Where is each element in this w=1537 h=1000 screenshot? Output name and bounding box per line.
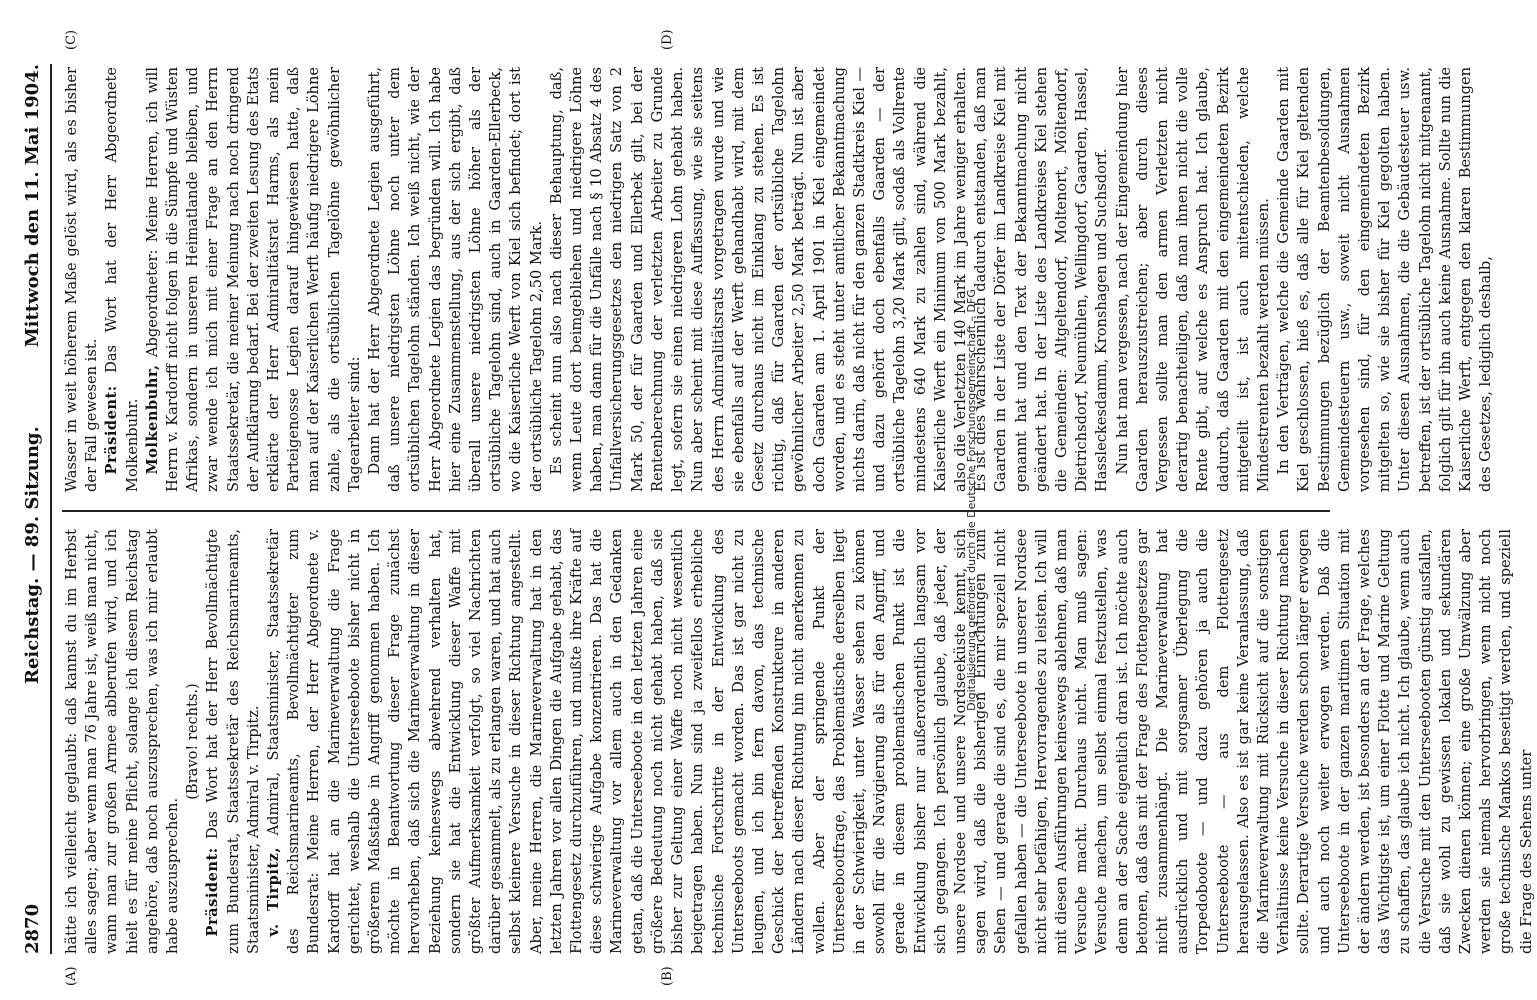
column-divider bbox=[62, 510, 1330, 512]
paragraph bbox=[264, 529, 1537, 954]
right-column bbox=[62, 66, 1495, 492]
speech-text: Das Wort hat der Herr Bevollmächtigte zum Bundesrat, Staatssekretär des Reichsmarineamts, Staatsminister, Admiral v. Tirpitz. bbox=[204, 528, 262, 954]
speaker-name: Präsident: bbox=[103, 385, 121, 475]
digitization-credit: Digitalisierung gefördert durch die Deutsche Forschungsgemeinschaft – DFG bbox=[965, 289, 978, 711]
left-column bbox=[62, 528, 1535, 954]
speaker-name: v. Tirpitz, bbox=[265, 846, 283, 937]
speaker-name: Molkenbuhr, bbox=[143, 364, 161, 475]
interjection: (Bravo! rechts.) bbox=[184, 683, 202, 800]
speaker-name: Präsident: bbox=[204, 847, 222, 937]
paragraph bbox=[203, 529, 264, 954]
margin-marker-d: (D) bbox=[660, 29, 675, 50]
paragraph: Nun hat man vergessen, nach der Eingemeindung hier Gaarden herauszustreichen; aber durch dieses Vergessen sollte man den armen Verletzten nicht derartig benachteiligen, daß man ihnen nicht die volle Rente gibt, auf welche es Anspruch hat. Ich glaube, dadurch, daß Gaarden mit den eingemeindeten Bezirk mitgeteilt ist, ist auch mitentschieden, welche Mindestrenten bezahlt werden müssen. bbox=[1113, 67, 1272, 492]
margin-marker-c: (C) bbox=[64, 29, 79, 50]
speech-text: Admiral, Staatsminister, Staatssekretär des Reichsmarineamts, Bevollmächtigter zum Bundesrat: Meine Herren, der Herr Abgeordnete v. Kardorff hat an die Marineverwaltung die Frage gerichtet, weshalb die Unterseeboote bisher nicht in größerem Maßstabe in Angriff genommen haben. Ich möchte in Beantwortung dieser Frage zunächst hervorheben, daß sich die Marineverwaltung in dieser Beziehung keineswegs abwehrend verhalten hat, sondern sie hat die Entwicklung dieser Waffe mit größter Aufmerksamkeit verfolgt, so viel Nachrichten darüber gesammelt, als zu erlangen waren, und hat auch selbst kleinere Versuche in dieser Richtung angestellt. Aber, meine Herren, die Marineverwaltung hat in den letzten Jahren vor allen Dingen die Aufgabe gehabt, das Flottengesetz durchzuführen, und mußte ihre Kräfte auf diese schwierige Aufgabe konzentrieren. Das hat die Marineverwaltung vor allem auch in den Gedanken getan, daß die Unterseeboote in den letzten Jahren eine größere Bedeutung noch nicht gehabt haben, daß sie bisher zur Geltung einer Waffe noch nicht wesentlich beigetragen haben. Nun sind ja zweifellos erhebliche technische Fortschritte in der Entwicklung des Unterseeboots gemacht worden. Das ist gar nicht zu leugnen, und ich bin fern davon, das technische Geschick der betreffenden Konstrukteure in anderen Ländern nach dieser Richtung hin nicht anerkennen zu wollen. Aber der springende Punkt der Unterseebootfrage, das Problematische derselben liegt in der Schwierigkeit, unter Wasser sehen zu können sowohl für die Navigierung als für den Angriff, und gerade in diesem problematischen Punkt ist die Entwicklung bisher nur außerordentlich langsam vor sich gegangen. Ich persönlich glaube, daß jeder, der unsere Nordsee und unsere Nordseeküste kennt, sich sagen wird, daß die bisherigen Einrichtungen zum Sehen — und gerade die sind es, die mir speziell nicht gefallen haben — die Unterseeboote in unserer Nordsee nicht sehr befähigen, Hervorragendes zu leisten. Ich will mit diesen Ausführungen keineswegs ablehnen, daß man Versuche macht. Durchaus nicht. Man muß sagen: Versuche machen, um selbst einmal festzustellen, was denn an der Sache eigentlich dran ist. Ich möchte auch betonen, daß das mit der Frage des Flottengesetzes gar nicht zusammenhängt. Die Marineverwaltung hat ausdrücklich und mit sorgsamer Überlegung die Torpedoboote — und dazu gehören ja auch die Unterseeboote — aus dem Flottengesetz herausgelassen. Also es ist gar keine Veranlassung, daß die Marineverwaltung mit Rücksicht auf die sonstigen Verhältnisse keine Versuche in dieser Richtung machen sollte. Derartige Versuche werden schon länger erwogen und auch noch weiter erwogen werden. Daß die Unterseeboote in der ganzen maritimen Situation mit der ändern werden, ist besonders an der Frage, welches das Wichtigste ist, um einer Flotte und Marine Geltung zu schaffen, das glaube ich nicht. Ich glaube, wenn auch die Versuche mit den Unterseebooten günstig ausfallen, daß sie wohl zu gewissen lokalen und sekundären Zwecken dienen können; eine große Umwälzung aber werden sie niemals hervorbringen, wenn nicht noch große technische Mankos beseitigt werden, und speziell die Frage des Sehens unter bbox=[265, 529, 1535, 954]
margin-marker-b: (B) bbox=[660, 966, 675, 986]
speech-text: Abgeordneter: Meine Herren, ich will Herrn v. Kardorff nicht folgen in die Sümpfe und Wüsten Afrikas, sondern in unseren Heimatlande bleiben, und zwar wende ich mich mit einer Frage an den Herrn Staatssekretär, die meiner Meinung nach noch dringend der Aufklärung bedarf. Bei der zweiten Lesung des Etats erklärte der Herr Admiralitätsrat Harms, als mein Parteigenosse Legien darauf hingewiesen hatte, daß man auf der Kaiserlichen Werft häufig niedrigere Löhne zahle, als die ortsüblichen Tagelöhne gewöhnlicher Tagearbeiter sind: bbox=[143, 67, 363, 492]
page-number: 2870 bbox=[22, 903, 43, 954]
margin-marker-a: (A) bbox=[64, 966, 79, 986]
speech-text: Das Wort hat der Herr Abgeordnete Molkenbuhr. bbox=[103, 66, 141, 492]
paragraph: Wasser in weit höherem Maße gelöst wird, als es bisher der Fall gewesen ist. bbox=[63, 67, 101, 492]
paragraph bbox=[102, 67, 142, 492]
paragraph bbox=[143, 67, 365, 492]
quotation: Dann hat der Herr Abgeordnete Legien ausgeführt, daß unsere niedrigsten Löhne noch unter dem ortsüblichen Tagelohn ständen. Ich weiß nicht, wie der Herr Abgeordnete Legien das begründen will. Ich habe hier eine Zusammenstellung, aus der sich ergibt, daß überall unsere niedrigsten Löhne höher als der ortsübliche Tagelohn sind, auch in Gaarden-Ellerbeck, wo die Kaiserliche Werft von Kiel sich befindet; dort ist der ortsübliche Tagelohn 2,50 Mark. bbox=[366, 67, 545, 492]
page-title: Reichstag. — 89. Sitzung. bbox=[22, 426, 43, 684]
page-header bbox=[22, 64, 48, 954]
session-date: Mittwoch den 11. Mai 1904. bbox=[22, 64, 43, 348]
paragraph: Es scheint nun also nach dieser Behauptung, daß, wenn Leute dort beimgebliehen und niedrigere Löhne haben, man dann für die Unfälle nach § 10 Absatz 4 des Unfallversicherungsgesetzes den niedrigen Satz von 2 Mark 50, der für Gaarden und Ellerbek gilt, bei der Rentenberechnung der verletzten Arbeiter zu Grunde legt, sofern sie einen niedrigeren Lohn gehabt haben. Nun aber scheint mit diese Auffassung, wie sie seitens des Herrn Admiralitätsrats vorgetragen wurde und wie sie ebenfalls auf der Werft gehandhabt wird, mit dem Gesetz durchaus nicht im Einklang zu stehen. Es ist richtig, daß für Gaarden der ortsübliche Tagelohn gewöhnlicher Arbeiter 2,50 Mark beträgt. Nun ist aber doch Gaarden am 1. April 1901 in Kiel eingemeindet worden, und es steht unter amtlicher Bekanntmachung nichts darin, daß nicht für den ganzen Stadtkreis Kiel — und dazu gehört doch ebenfalls Gaarden — der ortsübliche Tagelohn 3,20 Mark gilt, sodaß als Vollrente mindestens 640 Mark zu zahlen sind, während die Kaiserliche Werft ein Minimum von 500 Mark bezahlt, also die Verletzten 140 Mark im Jahre weniger erhalten. Es ist dies wahrscheinlich dadurch entstanden, daß man Gaarden in der Liste der Dörfer im Landkreise Kiel mit genannt hat und den Text der Bekanntmachung nicht geändert hat. In der Liste des Landkreises Kiel stehen die Gemeinden: Altgeltendorf, Moltenort, Möltendorf, Dietrichsdorf, Neumühlen, Wellingdorf, Gaarden, Hassel, Hassleckesdamm, Kronshagen und Suchsdorf. bbox=[547, 67, 1111, 492]
header-rule bbox=[50, 64, 52, 954]
paragraph: In den Verträgen, welche die Gemeinde Gaarden mit Kiel geschlossen, hieß es, daß alle für Kiel geltenden Bestimmungen bezüglich der Beamtenbesoldungen, Gemeindesteuern usw., soweit nicht Ausnahmen vorgesehen sind, für den eingemeindeten Bezirk mitgelten so, wie sie bisher für Kiel gegolten haben. Unter diesen Ausnahmen, die die Gebäudesteuer usw. betreffen, ist der ortsübliche Tagelohn nicht mitgenannt, folglich gilt für ihn auch keine Ausnahme. Sollte nun die Kaiserliche Werft, entgegen den klaren Bestimmungen des Gesetzes, lediglich deshalb, bbox=[1275, 67, 1495, 492]
paragraph: hätte ich vielleicht geglaubt: daß kannst du im Herbst alles sagen; aber wenn man 76 Jahre ist, weiß man nicht, wann man zur großen Armee abberufen wird, und ich hielt es für meine Pflicht, solange ich diesem Reichstag angehöre, daß noch auszusprechen, was ich mir erlaubt habe auszusprechen. bbox=[63, 529, 182, 954]
